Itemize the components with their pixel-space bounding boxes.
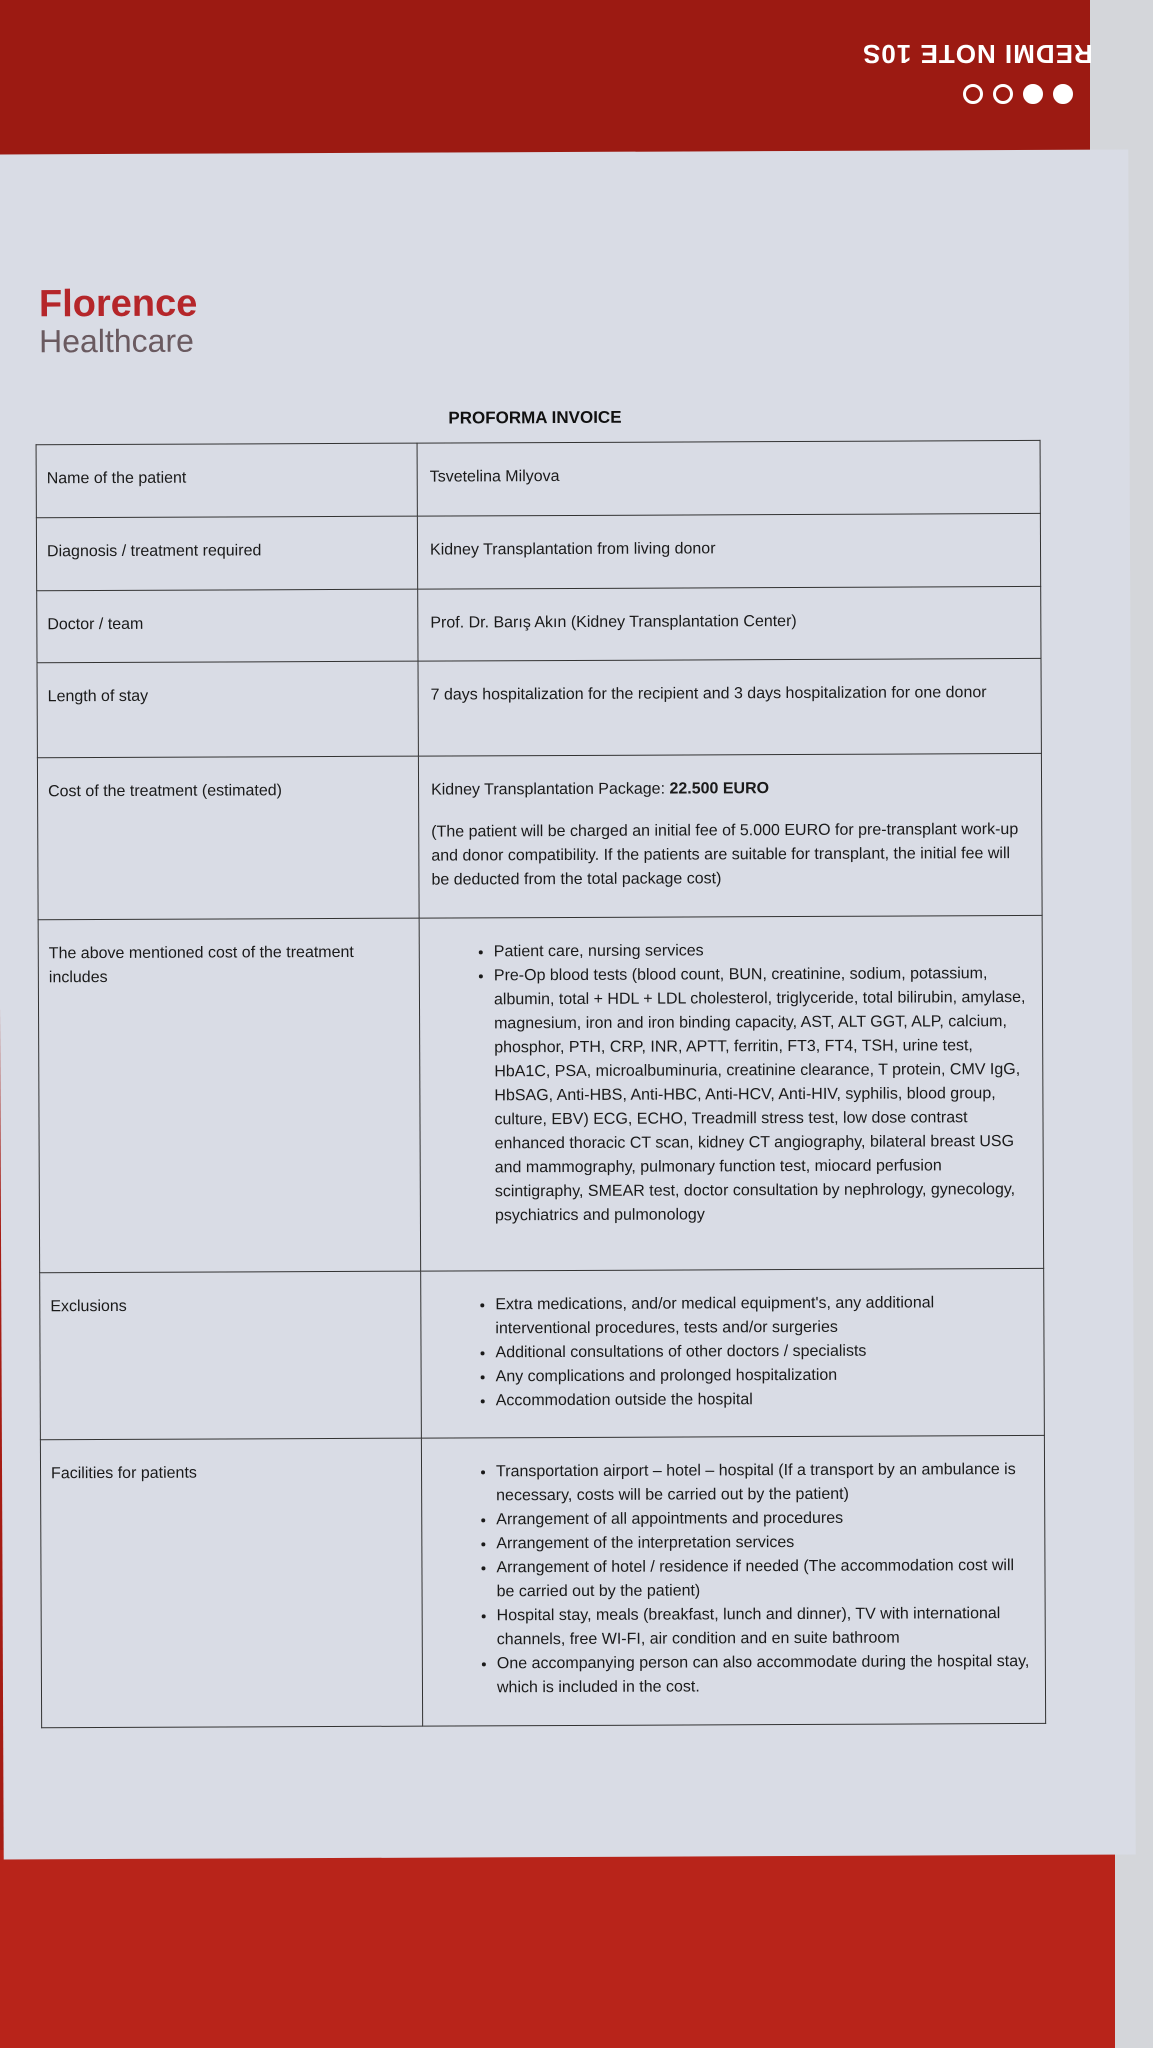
invoice-paper [0,150,1136,1860]
row-label: Diagnosis / treatment required [36,516,417,591]
row-label: Doctor / team [37,589,418,663]
document-title: PROFORMA INVOICE [448,407,622,428]
row-label: Exclusions [40,1271,422,1440]
row-value: Tsvetelina Milyova [417,440,1040,516]
row-value [419,915,1044,1271]
table-row [40,1268,1045,1439]
list-item: • One accompanying person can also accommodate during the hospital stay, which is included in the cost. [497,1650,1035,1700]
table-row [37,753,1042,919]
list-item: • Accommodation outside the hospital [496,1387,1034,1413]
table-row [37,658,1041,757]
row-value: Prof. Dr. Barış Akın (Kidney Transplantation Center) [418,586,1041,661]
dot-icon [1023,84,1043,104]
row-label: Length of stay [37,661,418,758]
row-value [421,1435,1045,1726]
list-item: • Pre-Op blood tests (blood count, BUN, creatinine, sodium, potassium, albumin, total + HDL + LDL cholesterol, triglyceride, total bilirubin, amylase, magnesium, iron and iron binding capacity, AST, ALT GGT, ALP, calcium, phosphor, PTH, CRP, INR, APTT, ferritin, FT3, FT4, TSH, urine test, HbA1C, PSA, microalbuminuria, creatinine clearance, T protein, CMV IgG, HbSAG, Anti-HBS, Anti-HBC, Anti-HCV, Anti-HIV, syphilis, blood group, culture, EBV) ECG, ECHO, Treadmill stress test, low dose contrast enhanced thoracic CT scan, kidney CT angiography, bilateral breast USG and mammography, pulmonary function test, miocard perfusion scintigraphy, SMEAR test, doctor consultation by nephrology, gynecology, psychiatrics and pulmonology [494,962,1033,1228]
dot-icon [1053,84,1073,104]
camera-watermark: REDMI NOTE 10S [862,39,1093,69]
logo-line2: Healthcare [39,322,194,360]
list-item: • Additional consultations of other doctors / specialists [495,1339,1033,1365]
table-row [36,440,1040,517]
table-row [37,586,1041,662]
cost-note: (The patient will be charged an initial fee of 5.000 EURO for pre-transplant work-up and donor compatibility. If the patients are suitable for transplant, the initial fee will be deducted from the total package cost) [431,821,1019,889]
table-row [40,1435,1045,1727]
list-item: • Any complications and prolonged hospitalization [496,1363,1034,1389]
row-label: Facilities for patients [40,1438,422,1728]
logo-line1: Florence [38,282,198,326]
dot-icon [963,84,983,104]
row-label: Cost of the treatment (estimated) [37,756,419,920]
company-logo [39,284,198,359]
package-label: Kidney Transplantation Package: [431,780,670,799]
list-item: • Transportation airport – hotel – hospital (If a transport by an ambulance is necessary, costs will be carried out by the patient) [496,1458,1034,1508]
row-label: Name of the patient [36,443,417,518]
camera-logo-dots [963,84,1073,104]
dot-icon [993,84,1013,104]
row-label: The above mentioned cost of the treatment includes [38,918,421,1273]
package-price: 22.500 EURO [669,780,770,798]
invoice-table [36,440,1047,1728]
row-value: 7 days hospitalization for the recipient and 3 days hospitalization for one donor [418,658,1041,756]
list-item: • Arrangement of hotel / residence if needed (The accommodation cost will be carried out by the patient) [496,1554,1034,1604]
row-value [421,1268,1045,1438]
table-row [36,513,1040,590]
list-item: • Extra medications, and/or medical equipment's, any additional interventional procedures, tests and/or surgeries [495,1291,1033,1341]
row-value: Kidney Transplantation from living donor [417,513,1040,589]
list-item: • Hospital stay, meals (breakfast, lunch and dinner), TV with international channels, free WI-FI, air condition and en suite bathroom [497,1602,1035,1652]
list-item: • Arrangement of all appointments and procedures [496,1506,1034,1532]
list-item: • Patient care, nursing services [494,938,1032,964]
red-background-bottom [0,1850,1115,2048]
list-item: • Arrangement of the interpretation services [496,1530,1034,1556]
table-row [38,915,1044,1272]
row-value [418,753,1042,918]
red-background-top [0,0,1090,175]
